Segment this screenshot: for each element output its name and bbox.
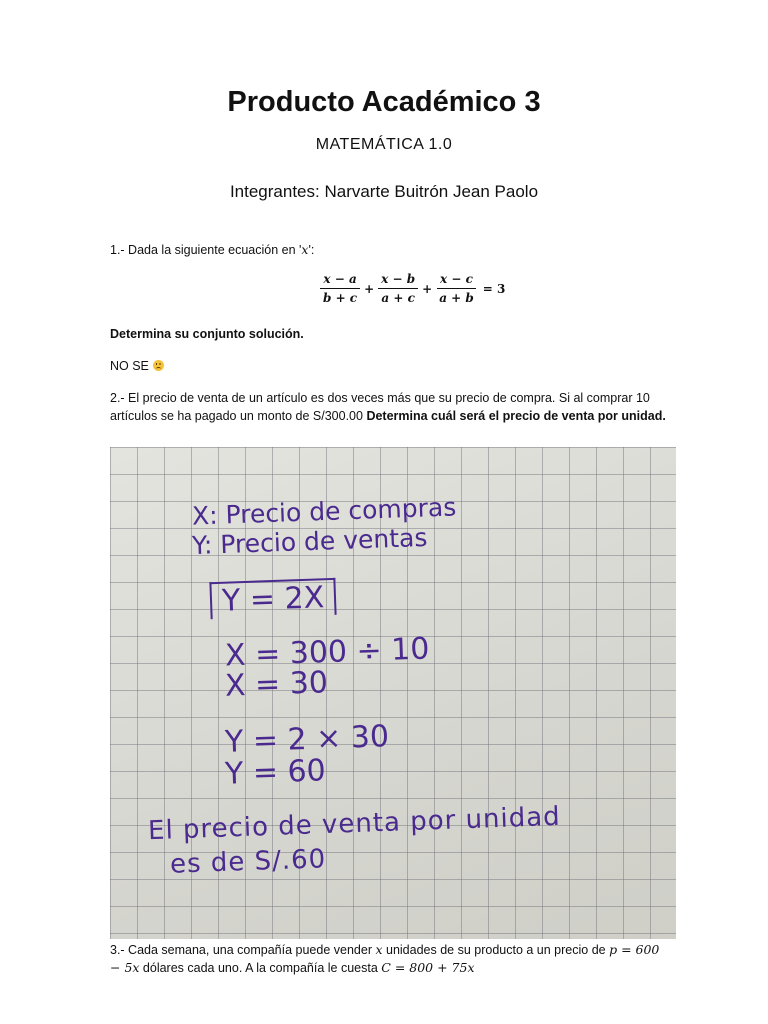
question-2 <box>110 389 670 425</box>
q1-variable: x <box>301 242 309 257</box>
q2-task: Determina cuál será el precio de venta por unidad. <box>366 409 666 423</box>
q1-intro-end: ': <box>308 243 315 257</box>
q1-task: Determina su conjunto solución. <box>110 327 304 341</box>
fraction-1-numerator: x − a <box>320 272 359 289</box>
equation-rhs: = 3 <box>482 281 506 296</box>
q1-answer: NO SE <box>110 359 149 373</box>
question-1-intro <box>110 241 670 259</box>
fraction-3-denominator: a + b <box>439 291 474 305</box>
handwritten-line-5: X = 30 <box>224 665 329 704</box>
frowning-face-icon <box>153 360 164 371</box>
fraction-2-denominator: a + c <box>381 291 415 305</box>
q3-text-1: 3.- Cada semana, una compañía puede vender <box>110 943 376 957</box>
document-title: Producto Académico 3 <box>227 86 541 118</box>
handwritten-line-7: Y = 60 <box>224 753 327 792</box>
fraction-1 <box>320 272 360 305</box>
q3-text-3: dólares cada uno. A la compañía le cuesta <box>139 961 382 975</box>
handwritten-solution-photo <box>110 447 676 939</box>
fraction-2-numerator: x − b <box>378 272 418 289</box>
q3-text-2: unidades de su producto a un precio de <box>382 943 610 957</box>
q1-answer-line <box>110 357 670 375</box>
q2-text: 2.- El precio de venta de un artículo es dos veces más que su precio de compra. Si al comprar 10 artículos se ha pagado un monto de S/300.00 <box>110 391 650 423</box>
plus-sign-2: + <box>422 281 433 296</box>
fraction-3-numerator: x − c <box>437 272 476 289</box>
fraction-1-denominator: b + c <box>323 291 358 305</box>
fraction-3 <box>436 272 477 305</box>
course-subtitle: MATEMÁTICA 1.0 <box>315 136 453 153</box>
members-line: Integrantes: Narvarte Buitrón Jean Paolo <box>229 182 539 201</box>
plus-sign-1: + <box>364 281 375 296</box>
q3-variable-x: x <box>375 942 383 957</box>
handwritten-line-9: es de S/.60 <box>169 844 327 880</box>
q3-cost-equation: C = 800 + 75x <box>381 960 475 975</box>
q3-price-equation: p = 600 − 5x <box>110 942 660 975</box>
handwritten-line-8: El precio de venta por unidad <box>147 801 562 847</box>
question-3 <box>110 941 670 977</box>
fraction-2 <box>378 272 418 305</box>
handwritten-line-3: Y = 2X <box>209 578 336 619</box>
q1-equation <box>318 272 507 305</box>
handwritten-line-2: Y: Precio de ventas <box>191 522 428 561</box>
handwritten-line-1: X: Precio de compras <box>191 492 457 531</box>
handwritten-line-6: Y = 2 × 30 <box>224 719 390 760</box>
q1-intro-text: 1.- Dada la siguiente ecuación en ' <box>110 243 302 257</box>
handwritten-line-4: X = 300 ÷ 10 <box>224 631 430 674</box>
